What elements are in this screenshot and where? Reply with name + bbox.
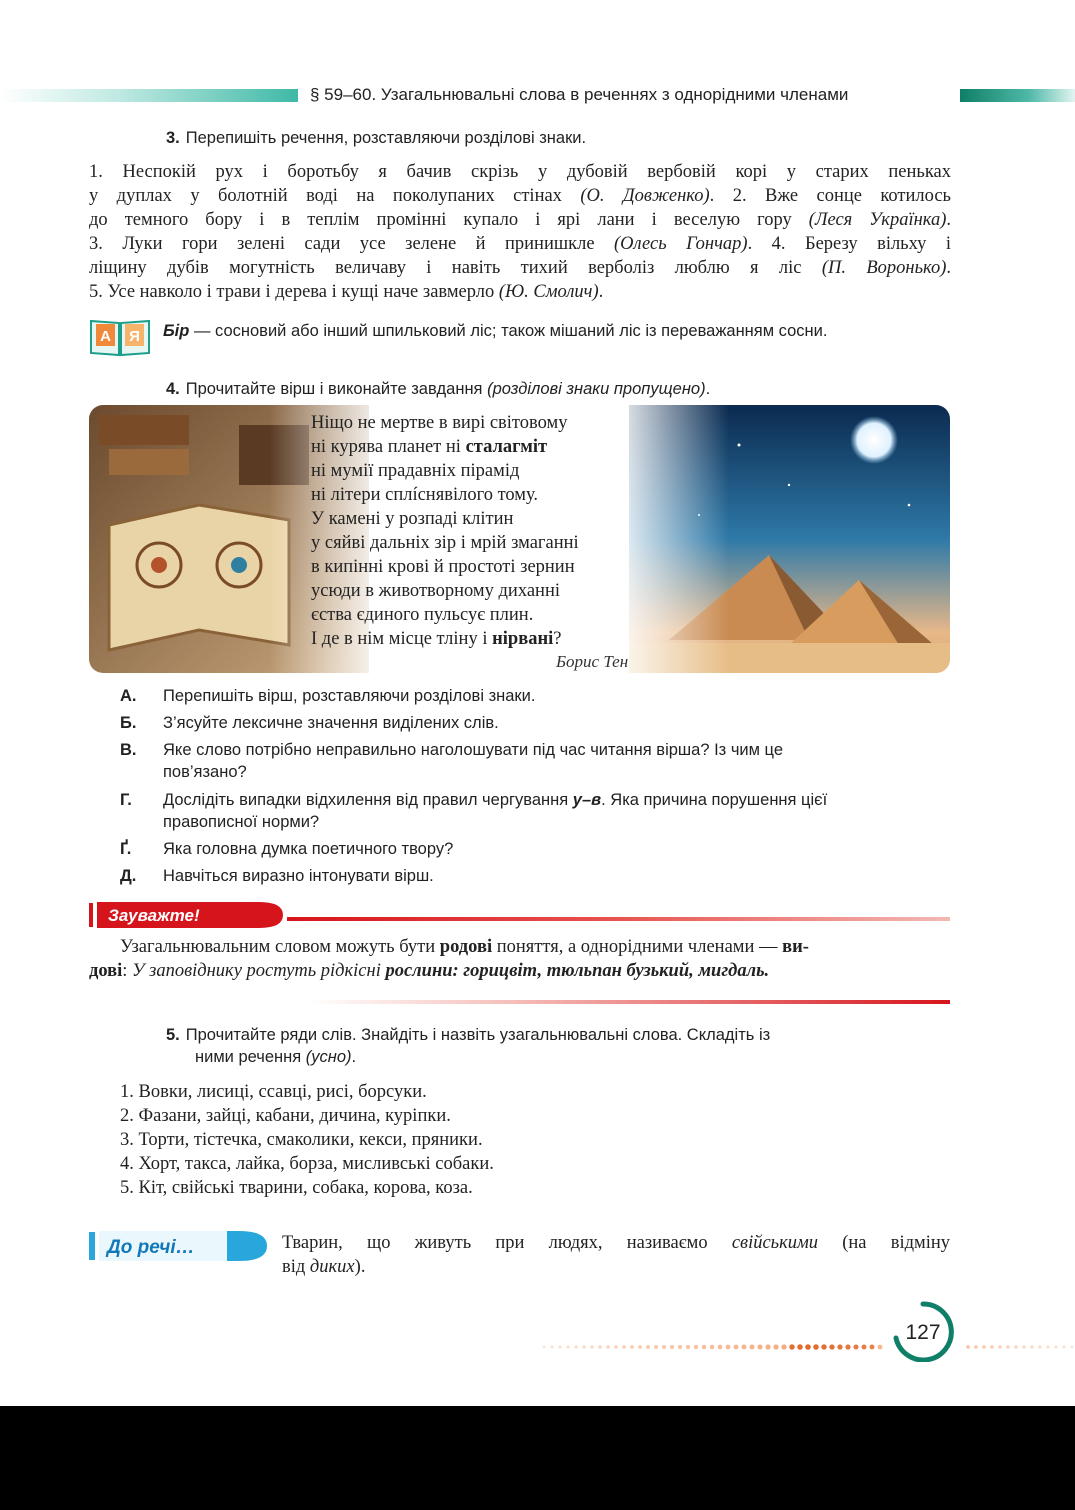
footer-dot [742, 1345, 747, 1350]
footer-dot [870, 1345, 875, 1350]
page-header-title: § 59–60. Узагальнювальні слова в реченнях з однорідними членами [310, 85, 849, 104]
poem-line: ні мумії прадавніх пірамід [311, 461, 520, 481]
footer-dot [773, 1344, 778, 1349]
footer-dot [1022, 1345, 1025, 1348]
footer-dot [1046, 1345, 1049, 1348]
instruction-text: Прочитайте вірш і виконайте завдання [185, 380, 488, 398]
instruction-text: Прочитайте ряди слів. Знайдіть і назвіть узагальнювальні слова. Складіть із [185, 1026, 771, 1044]
highlighted-letters: у–в [572, 791, 602, 809]
text: ? [553, 629, 562, 649]
footer-dot [974, 1345, 978, 1349]
example-text: У заповіднику ростуть рідкісні [132, 961, 386, 981]
author-citation: (П. Воронько) [821, 258, 947, 278]
question-text: Яка головна думка поетичного твору? [163, 840, 454, 858]
sentence-line [89, 280, 951, 304]
note-text [89, 935, 951, 983]
vocab-definition-text: — сосновий або інший шпильковий ліс; також мішаний ліс із переважанням сосни. [189, 322, 828, 340]
footer-dot [686, 1345, 690, 1349]
sentence-line [89, 184, 951, 208]
task-3-sentences [89, 160, 951, 304]
footer-dot [765, 1344, 770, 1349]
footer-dot [1006, 1345, 1009, 1348]
footer-dot [614, 1345, 618, 1349]
author-citation: (О. Довженко) [580, 186, 710, 206]
aside-badge [89, 1229, 269, 1263]
list-item: 5. Кіт, свійські тварини, собака, корова, коза. [120, 1178, 473, 1198]
footer-dot [821, 1344, 826, 1349]
author-citation: (Леся Українка) [808, 210, 947, 230]
footer-dot [622, 1345, 626, 1349]
question-letter: В. [120, 741, 137, 759]
footer-dot [678, 1345, 682, 1349]
poem-line [311, 435, 579, 459]
task-5-instruction [166, 1026, 770, 1045]
footer-dot [670, 1345, 674, 1349]
text: до темного бору і в теплім промінні купало і ярі лани і веселую гору [89, 210, 809, 230]
poem-author: Борис Тен [556, 652, 629, 671]
icon-letter-ya: Я [129, 328, 140, 345]
note-line [89, 959, 951, 983]
task-4-instruction [166, 380, 710, 399]
footer-dot [829, 1344, 834, 1349]
footer-dot [853, 1344, 858, 1349]
header-rule-right [960, 89, 1075, 102]
poem-line [311, 627, 579, 651]
instruction-text: ними речення [195, 1048, 306, 1066]
footer-dot [559, 1346, 562, 1349]
highlighted-word: дові [89, 961, 123, 981]
text: від [282, 1257, 310, 1277]
highlighted-word: нірвані [492, 629, 554, 649]
footer-dot [781, 1344, 786, 1349]
text: . 4. Березу вільху і [747, 234, 952, 254]
instruction-end: . [705, 380, 711, 398]
footer-dot [982, 1345, 986, 1349]
footer-dot [662, 1345, 666, 1349]
footer-dot [734, 1345, 739, 1350]
question-letter: Б. [120, 714, 137, 732]
question-letter: Д. [120, 867, 137, 885]
sentence-line [89, 232, 951, 256]
poem-line: Ніщо не мертве в вирі світовому [311, 413, 568, 433]
footer-dot [757, 1344, 762, 1349]
footer-dot [998, 1345, 1002, 1349]
text: (на відміну [818, 1233, 950, 1253]
question-letter: А. [120, 687, 137, 705]
footer-dots [540, 1343, 1075, 1351]
vocab-definition [163, 320, 923, 342]
text: поняття, а однорідними членами — [492, 937, 783, 957]
poem-line: ні літери сплíснявілого тому. [311, 485, 539, 505]
footer-dot [551, 1346, 554, 1349]
question-text [163, 789, 863, 833]
poem-line: У камені у розпаді клітин [311, 509, 514, 529]
footer-dot [805, 1344, 811, 1350]
footer-dot [574, 1345, 577, 1348]
footer-dot [1014, 1345, 1017, 1348]
footer-dot [789, 1344, 794, 1349]
footer-dot [694, 1345, 698, 1349]
sentence-line [89, 256, 951, 280]
italic-word: свійськими [731, 1233, 819, 1253]
footer-dot [590, 1345, 593, 1348]
footer-dot [797, 1344, 803, 1350]
text: . 2. Вже сонце котилось [709, 186, 951, 206]
task-number: 4. [166, 380, 180, 398]
text: Дослідіть випадки відхилення від правил чергування [163, 791, 573, 809]
note-label: Зауважте! [108, 906, 200, 925]
footer-dot [837, 1344, 842, 1349]
question-text: Яке слово потрібно неправильно наголошувати під час читання вірша? Із чим це пов’язано? [163, 741, 783, 781]
instruction-note: (усно) [305, 1048, 352, 1066]
note-badge [89, 901, 284, 929]
aside-line [282, 1231, 950, 1255]
poem-text [311, 411, 579, 651]
vocab-term: Бір [163, 322, 190, 340]
icon-letter-a: А [100, 328, 111, 345]
list-item: 4. Хорт, такса, лайка, борза, мисливські собаки. [120, 1154, 494, 1174]
text: 3. Луки гори зелені сади усе зелене й принишкле [89, 234, 614, 254]
text: . [946, 210, 951, 230]
list-item: 3. Торти, тістечка, смаколики, кекси, пряники. [120, 1130, 483, 1150]
footer-dot [582, 1345, 585, 1348]
poem-line: єства єдиного пульсує плин. [311, 605, 534, 625]
text: у дуплах у болотній воді на поколупаних стінах [89, 186, 581, 206]
sentence-line [89, 208, 951, 232]
question-text: Перепишіть вірш, розставляючи розділові знаки. [163, 687, 536, 705]
instruction-text: Перепишіть речення, розставляючи розділові знаки. [185, 129, 587, 147]
footer-dot [710, 1345, 715, 1350]
note-line [89, 935, 951, 959]
footer-dot [1055, 1346, 1058, 1349]
list-item: 2. Фазани, зайці, кабани, дичина, куріпки. [120, 1106, 451, 1126]
example-highlight: рослини: горицвіт, тюльпан бузький, мигдаль. [385, 961, 770, 981]
task-number: 5. [166, 1026, 180, 1044]
footer-dot [878, 1345, 883, 1350]
dictionary-book-icon [89, 315, 151, 357]
italic-word: диких [309, 1257, 355, 1277]
text: . [598, 282, 604, 302]
footer-dot [813, 1344, 819, 1350]
text: . Яка причина порушення цієї правописної норми? [163, 791, 828, 831]
footer-dot [654, 1345, 658, 1349]
task-5-instruction-cont [195, 1048, 356, 1067]
list-item: 1. Вовки, лисиці, ссавці, рисі, борсуки. [120, 1082, 427, 1102]
footer-dot [646, 1345, 650, 1349]
footer-dot [749, 1344, 754, 1349]
footer-dot [1030, 1345, 1033, 1348]
poem-line: у сяйві дальніх зір і мрій змаганні [311, 533, 579, 553]
page-number-badge [890, 1300, 956, 1362]
page-number: 127 [905, 1321, 941, 1344]
question-letter: Ґ. [120, 840, 132, 858]
text: 5. Усе навколо і трави і дерева і кущі наче завмерло [89, 282, 499, 302]
highlighted-word: ви- [782, 937, 809, 957]
footer-dot [845, 1344, 850, 1349]
instruction-end: . [351, 1048, 357, 1066]
note-rule-top [287, 917, 950, 921]
aside-line [282, 1255, 950, 1279]
word-series-list [120, 1080, 494, 1200]
text: Тварин, що живуть при людях, називаємо [282, 1233, 732, 1253]
question-text: Навчіться виразно інтонувати вірш. [163, 867, 434, 885]
author-citation: (Олесь Гончар) [613, 234, 748, 254]
note-rule-bottom [310, 1000, 950, 1004]
text: . [946, 258, 951, 278]
sentence-line [89, 160, 951, 184]
question-text: З’ясуйте лексичне значення виділених слів. [163, 714, 499, 732]
highlighted-word: сталагміт [465, 437, 548, 457]
aside-text [282, 1231, 950, 1279]
header-rule-left [0, 89, 298, 102]
footer-dot [726, 1345, 731, 1350]
footer-dot [966, 1345, 970, 1349]
highlighted-word: родові [439, 937, 493, 957]
footer-dot [861, 1344, 866, 1349]
footer-dot [566, 1345, 569, 1348]
footer-dot [718, 1345, 723, 1350]
footer-dot [702, 1345, 706, 1349]
text: : [122, 961, 133, 981]
footer-dot [630, 1345, 634, 1349]
aside-label: До речі… [107, 1237, 195, 1258]
task-number: 3. [166, 129, 180, 147]
text: ні курява планет ні [311, 437, 466, 457]
footer-dot [606, 1345, 609, 1348]
text: 1. Неспокій рух і боротьбу я бачив скрізь у дубовій вербовій корі у старих пеньках [89, 162, 951, 182]
task-3-instruction [166, 129, 586, 148]
poem-line: усюди в животворному диханні [311, 581, 560, 601]
footer-dot [598, 1345, 601, 1348]
text: Узагальнювальним словом можуть бути [120, 937, 440, 957]
text: ). [354, 1257, 366, 1277]
footer-dot [990, 1345, 994, 1349]
footer-dot [1071, 1346, 1074, 1349]
footer-dot [1038, 1345, 1041, 1348]
poem-line: в кипінні крові й простоті зернин [311, 557, 575, 577]
footer-dot [543, 1346, 546, 1349]
instruction-note: (розділові знаки пропущено) [487, 380, 706, 398]
author-citation: (Ю. Смолич) [498, 282, 599, 302]
footer-dot [1063, 1346, 1066, 1349]
footer-dot [638, 1345, 642, 1349]
question-letter: Г. [120, 791, 132, 809]
text: ліщину дубів могутність величаву і навіть тихий верболіз люблю я ліс [89, 258, 822, 278]
text: І де в нім місце тліну і [311, 629, 493, 649]
